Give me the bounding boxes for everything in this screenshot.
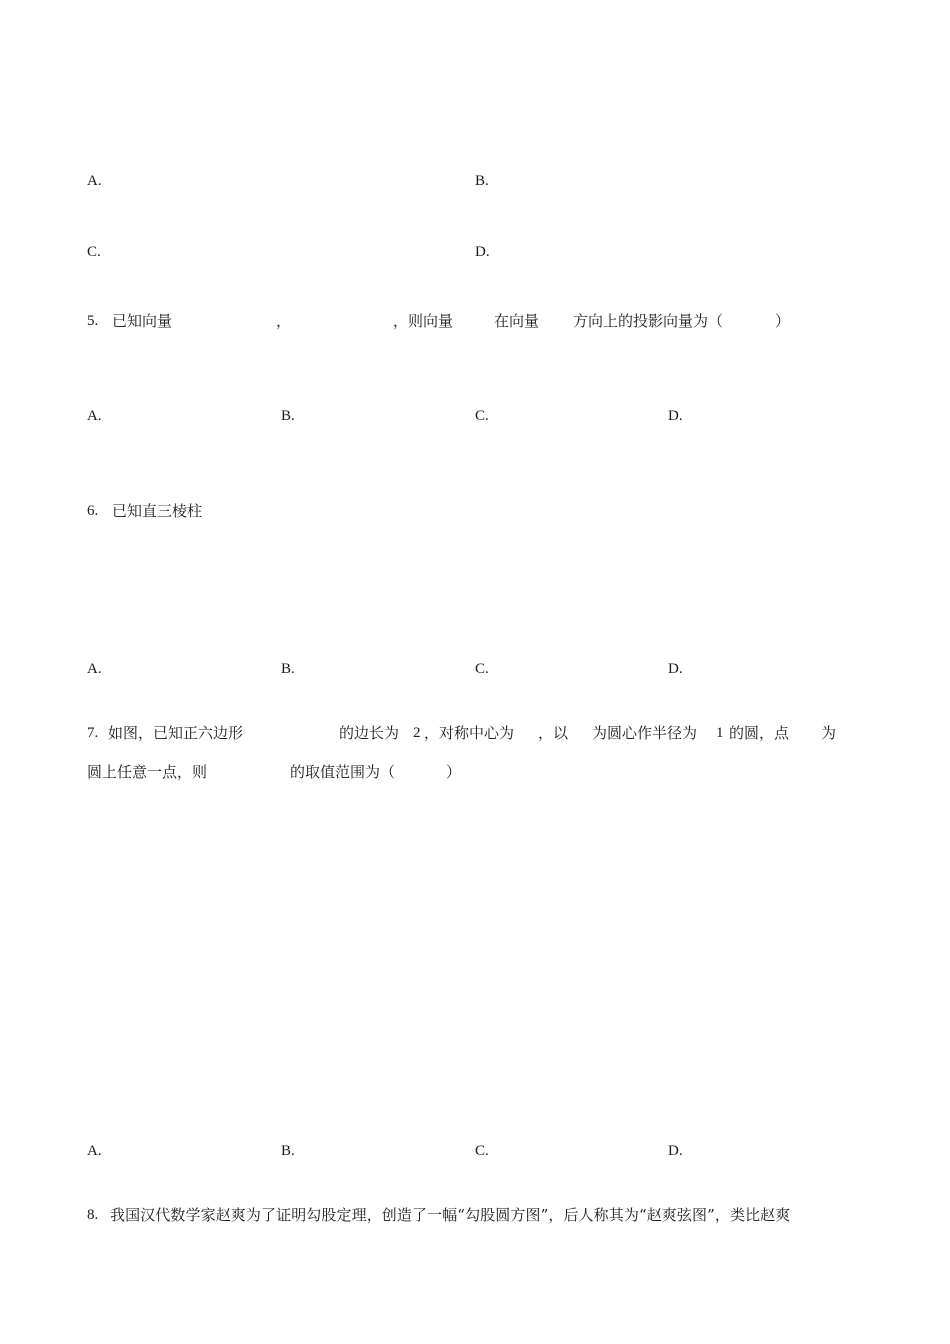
q7-line1-text-2: 的边长为	[339, 724, 400, 742]
q5-text-1: 已知向量	[112, 312, 173, 330]
q5-text-3: ，则向量	[393, 312, 454, 330]
q5-number: 5.	[87, 313, 99, 329]
q7-number: 7.	[87, 725, 99, 741]
q5-text-2: ，	[276, 312, 292, 330]
q7-line1-text-4: ，对称中心为	[424, 724, 515, 742]
q5-text-6: ）	[775, 312, 791, 330]
q7-line1-text-1: 如图，已知正六边形	[108, 724, 244, 742]
q4-option-b: B.	[475, 173, 489, 189]
q7-option-b: B.	[281, 1143, 295, 1159]
q7-line1-text-9: 为	[821, 724, 837, 742]
q6-option-d: D.	[668, 661, 683, 677]
q7-line1-text-8: 的圆，点	[729, 724, 790, 742]
q5-option-b: B.	[281, 408, 295, 424]
q7-line1-text-6: 为圆心作半径为	[592, 724, 698, 742]
q5-option-c: C.	[475, 408, 489, 424]
q5-option-d: D.	[668, 408, 683, 424]
q7-option-c: C.	[475, 1143, 489, 1159]
q8-number: 8.	[87, 1207, 99, 1223]
q8-text: 我国汉代数学家赵爽为了证明勾股定理，创造了一幅“勾股圆方图”，后人称其为“赵爽弦图”，类比赵爽	[110, 1206, 791, 1224]
q7-line1-text-5: ，以	[538, 724, 569, 742]
q4-option-c: C.	[87, 244, 101, 260]
q5-text-4: 在向量	[494, 312, 540, 330]
q6-option-c: C.	[475, 661, 489, 677]
q6-option-b: B.	[281, 661, 295, 677]
q7-option-a: A.	[87, 1143, 102, 1159]
q4-option-d: D.	[475, 244, 490, 260]
q7-option-d: D.	[668, 1143, 683, 1159]
q7-line1-text-7: 1	[716, 725, 724, 741]
q7-line1-text-3: 2	[413, 725, 421, 741]
q7-line2-text-1: 圆上任意一点，则	[87, 763, 208, 781]
q5-option-a: A.	[87, 408, 102, 424]
q4-option-a: A.	[87, 173, 102, 189]
q6-option-a: A.	[87, 661, 102, 677]
q7-line2-text-3: ）	[446, 763, 462, 781]
q6-text: 已知直三棱柱	[112, 502, 203, 520]
q7-line2-text-2: 的取值范围为（	[290, 763, 396, 781]
q6-number: 6.	[87, 503, 99, 519]
q5-text-5: 方向上的投影向量为（	[573, 312, 724, 330]
